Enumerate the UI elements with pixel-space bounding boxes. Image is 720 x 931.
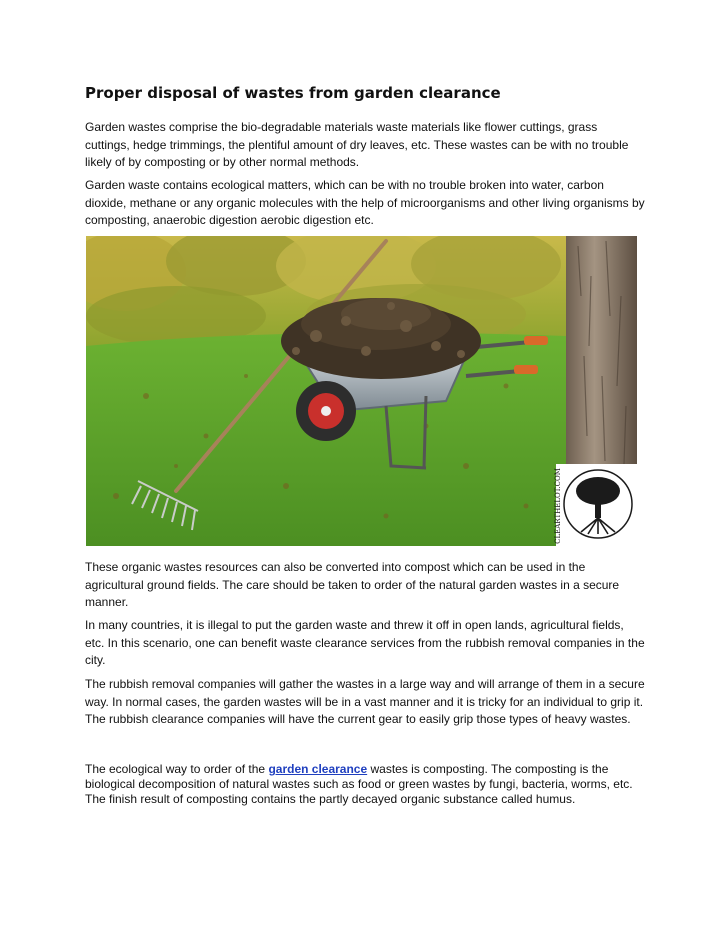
paragraph-compost-resources: These organic wastes resources can also be converted into compost which can be used in the agricultural ground fields. The care should be taken to order of the natural garden wastes in a secure manner. xyxy=(85,560,620,609)
tree-trunk xyxy=(566,236,637,466)
garden-clearance-link[interactable]: garden clearance xyxy=(268,762,368,776)
paragraph-illegal-dumping: In many countries, it is illegal to put the garden waste and threw it off in open lands, agricultural fields, etc. In this scenario, one can benefit waste clearance services from the rubbish removal companies in the city. xyxy=(85,618,645,667)
page-title: Proper disposal of wastes from garden clearance xyxy=(85,84,501,102)
composting-text-start: The ecological way to order of the xyxy=(85,762,269,776)
paragraph-intro: Garden wastes comprise the bio-degradable materials waste materials like flower cuttings, grass cuttings, hedge trimmings, the plentiful amount of dry leaves, etc. These wastes can be with no trouble likely of by composting or by other normal methods. xyxy=(85,120,629,169)
composting-text-end: wastes is composting. The composting is the biological decomposition of natural wastes such as food or green wastes by fungi, bacteria, worms, etc. The finish result of composting contains the partly decayed organic substance called humus. xyxy=(85,762,633,806)
clearthelot-logo xyxy=(554,464,637,546)
wheelbarrow-photo xyxy=(86,236,637,546)
logo-text: CLEARTHELOT.COM xyxy=(554,468,562,544)
paragraph-composting xyxy=(85,762,645,806)
paragraph-rubbish-companies: The rubbish removal companies will gather the wastes in a large way and will arrange of them in a secure way. In normal cases, the garden wastes will be in a vast manner and it is tricky for an individual to grip it. The rubbish clearance companies will have the current gear to easily grip those types of heavy wastes. xyxy=(85,677,645,726)
paragraph-ecological: Garden waste contains ecological matters, which can be with no trouble broken into water, carbon dioxide, methane or any organic molecules with the help of microorganisms and other living organisms by composting, anaerobic digestion aerobic digestion etc. xyxy=(85,178,645,227)
